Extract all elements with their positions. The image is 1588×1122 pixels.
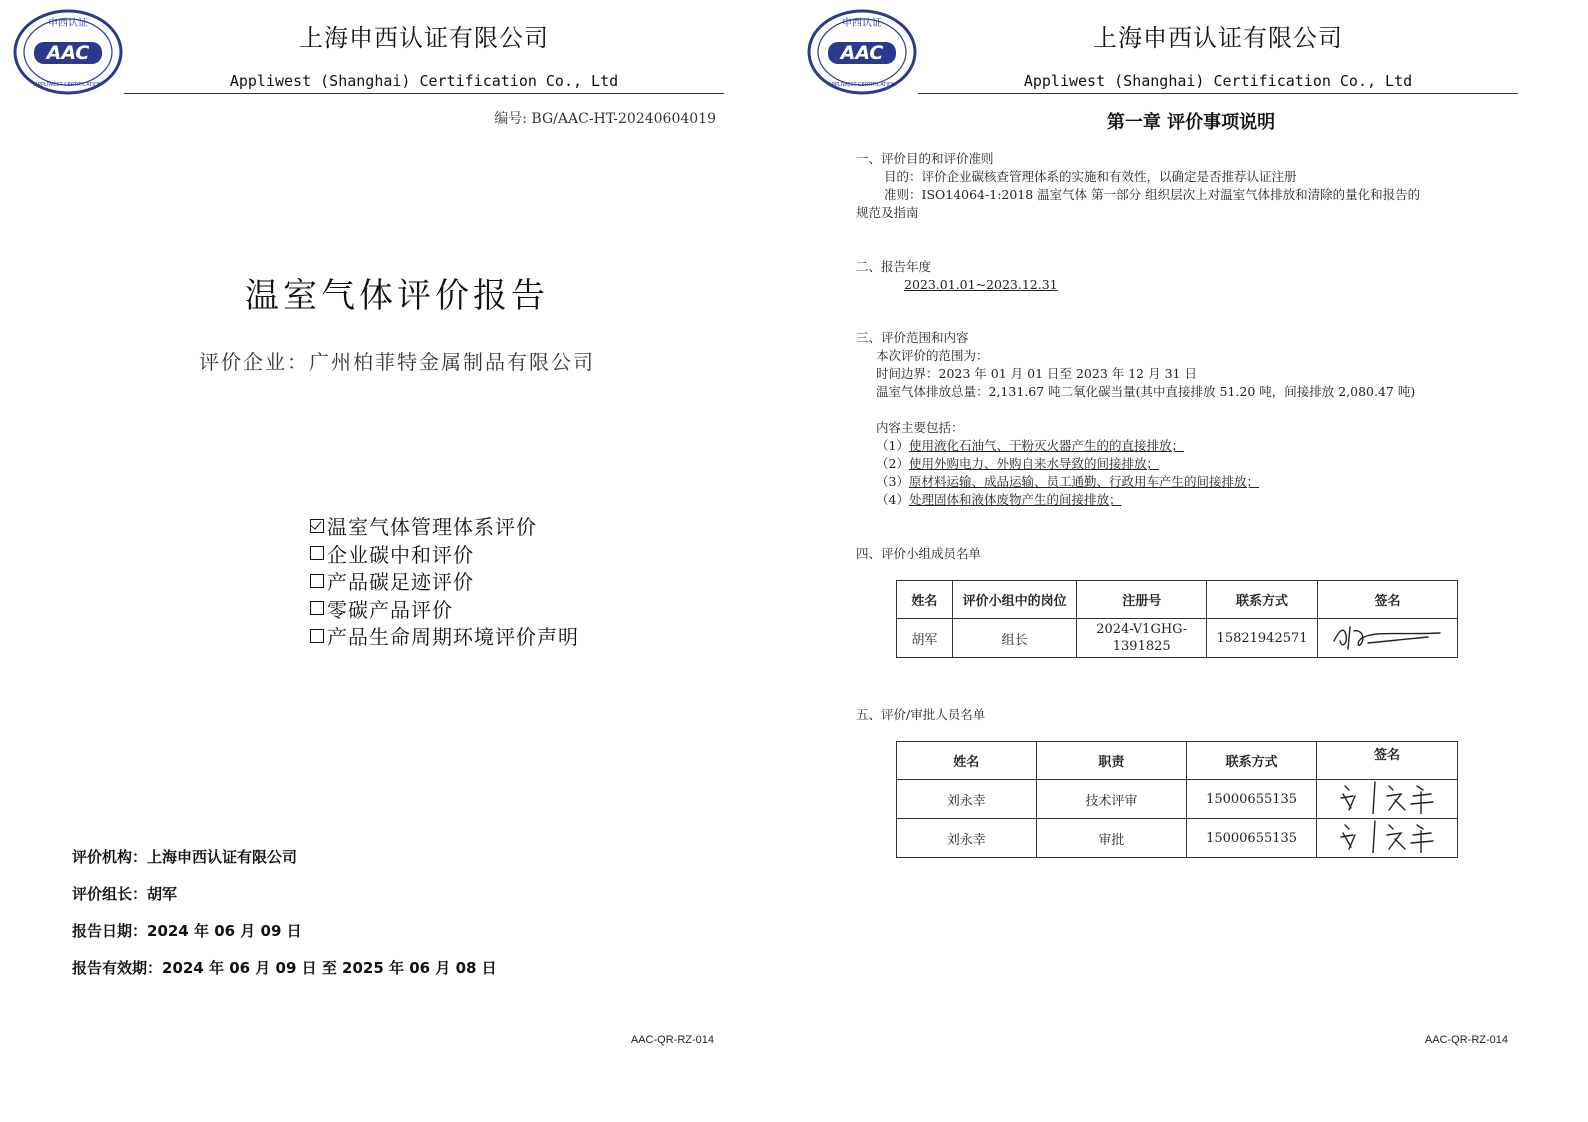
option-label: 产品生命周期环境评价声明: [327, 625, 579, 650]
reviewer-phone: 15000655135: [1187, 819, 1317, 858]
criteria-text: 准则：ISO14064-1:2018 温室气体 第一部分 组织层次上对温室气体排放和清除的量化和报告的: [884, 187, 1421, 202]
info-validity: 报告有效期：2024 年 06 月 09 日 至 2025 年 06 月 08 日: [72, 959, 497, 977]
table-header-row: [897, 581, 1458, 619]
aac-logo-icon: [12, 8, 124, 96]
column-header: 姓名: [897, 742, 1037, 780]
company-name-cn: 上海申西认证有限公司: [1093, 24, 1343, 52]
section-criteria: [856, 150, 1496, 222]
table-row: [897, 819, 1458, 858]
evaluated-company: 评价企业：广州柏菲特金属制品有限公司: [199, 350, 595, 374]
reviewer-duty: 审批: [1036, 819, 1187, 858]
handwritten-signature-icon: [1327, 780, 1447, 814]
option-carbon-neutral: [310, 540, 579, 568]
criteria-text-cont: 规范及指南: [856, 205, 919, 220]
section-review-heading: [856, 706, 1496, 724]
report-info: [72, 846, 497, 994]
svg-text:申西认证: 申西认证: [842, 18, 882, 29]
option-label: 零碳产品评价: [327, 597, 453, 622]
column-header: 签名: [1318, 581, 1458, 619]
table-header-row: [897, 742, 1458, 780]
column-header: 职责: [1036, 742, 1187, 780]
column-header: 评价小组中的岗位: [952, 581, 1077, 619]
content-item: （3）原材料运输、成品运输、员工通勤、行政用车产生的间接排放；: [876, 474, 1259, 489]
table-row: [897, 780, 1458, 819]
column-header: 签名: [1317, 742, 1458, 780]
section-period: [856, 258, 1496, 294]
section-team-heading: [856, 545, 1496, 563]
document-number: 编号: BG/AAC-HT-20240604019: [494, 111, 716, 127]
team-table: [896, 580, 1458, 658]
member-reg-number: 2024-V1GHG- 1391825: [1077, 619, 1207, 658]
evaluation-type-options: [310, 512, 579, 650]
report-period: 2023.01.01~2023.12.31: [904, 277, 1058, 292]
chapter-title: 第一章 评价事项说明: [1106, 112, 1276, 133]
option-label: 产品碳足迹评价: [327, 570, 474, 595]
column-header: 联系方式: [1187, 742, 1317, 780]
company-name-cn: 上海申西认证有限公司: [299, 24, 549, 52]
svg-text:APPLIWEST CERTIFICATION: APPLIWEST CERTIFICATION: [828, 82, 896, 88]
option-carbon-footprint: [310, 567, 579, 595]
company-name-en: Appliwest (Shanghai) Certification Co., Ltd: [1023, 72, 1413, 90]
svg-text:APPLIWEST CERTIFICATION: APPLIWEST CERTIFICATION: [34, 82, 102, 88]
reviewer-signature: [1317, 780, 1458, 819]
review-table: [896, 741, 1458, 858]
checked-box-icon: [310, 519, 324, 533]
option-zero-carbon: [310, 595, 579, 623]
emission-total: 温室气体排放总量：2,131.67 吨二氧化碳当量(其中直接排放 51.20 吨，间接排放 2,080.47 吨): [876, 384, 1416, 399]
column-header: 注册号: [1077, 581, 1207, 619]
column-header: 姓名: [897, 581, 953, 619]
header-divider: [124, 93, 724, 94]
section-heading: 一、评价目的和评价准则: [856, 151, 994, 166]
report-title: 温室气体评价报告: [245, 276, 549, 316]
aac-logo-icon: [806, 8, 918, 96]
svg-text:AAC: AAC: [46, 42, 90, 64]
unchecked-box-icon: [310, 601, 324, 615]
reviewer-name: 刘永幸: [897, 819, 1037, 858]
option-ghg-management: [310, 512, 579, 540]
handwritten-signature-icon: [1328, 619, 1448, 653]
unchecked-box-icon: [310, 629, 324, 643]
section-heading: 二、报告年度: [856, 259, 932, 274]
content-item: （1）使用液化石油气、干粉灭火器产生的的直接排放；: [876, 438, 1184, 453]
purpose-text: 目的：评价企业碳核查管理体系的实施和有效性，以确定是否推荐认证注册: [884, 169, 1297, 184]
content-item: （4）处理固体和液体废物产生的间接排放；: [876, 492, 1122, 507]
section-heading: 五、评价/审批人员名单: [856, 707, 986, 722]
info-team-leader: 评价组长：胡军: [72, 885, 178, 903]
column-header: 联系方式: [1207, 581, 1318, 619]
time-boundary: 时间边界：2023 年 01 月 01 日至 2023 年 12 月 31 日: [876, 366, 1197, 381]
table-row: [897, 619, 1458, 658]
content-label: 内容主要包括：: [876, 420, 964, 435]
content-item: （2）使用外购电力、外购自来水导致的间接排放；: [876, 456, 1159, 471]
form-code: AAC-QR-RZ-014: [630, 1034, 714, 1046]
member-phone: 15821942571: [1207, 619, 1318, 658]
company-name-en: Appliwest (Shanghai) Certification Co., Ltd: [229, 72, 619, 90]
svg-text:申西认证: 申西认证: [48, 18, 88, 29]
unchecked-box-icon: [310, 574, 324, 588]
member-signature: [1318, 619, 1458, 658]
unchecked-box-icon: [310, 546, 324, 560]
option-label: 温室气体管理体系评价: [327, 515, 537, 540]
handwritten-signature-icon: [1327, 819, 1447, 853]
header-divider: [918, 93, 1518, 94]
scope-label: 本次评价的范围为：: [876, 348, 989, 363]
info-report-date: 报告日期：2024 年 06 月 09 日: [72, 922, 302, 940]
form-code: AAC-QR-RZ-014: [1424, 1034, 1508, 1046]
reviewer-signature: [1317, 819, 1458, 858]
section-heading: 三、评价范围和内容: [856, 330, 969, 345]
section-scope: [856, 329, 1496, 509]
option-label: 企业碳中和评价: [327, 542, 474, 567]
member-name: 胡军: [897, 619, 953, 658]
member-role: 组长: [952, 619, 1077, 658]
info-organization: 评价机构：上海申西认证有限公司: [72, 848, 298, 866]
section-heading: 四、评价小组成员名单: [856, 546, 982, 561]
option-lifecycle: [310, 622, 579, 650]
chapter-page: [794, 0, 1588, 1122]
reviewer-phone: 15000655135: [1187, 780, 1317, 819]
reviewer-duty: 技术评审: [1036, 780, 1187, 819]
reviewer-name: 刘永幸: [897, 780, 1037, 819]
svg-text:AAC: AAC: [840, 42, 884, 64]
